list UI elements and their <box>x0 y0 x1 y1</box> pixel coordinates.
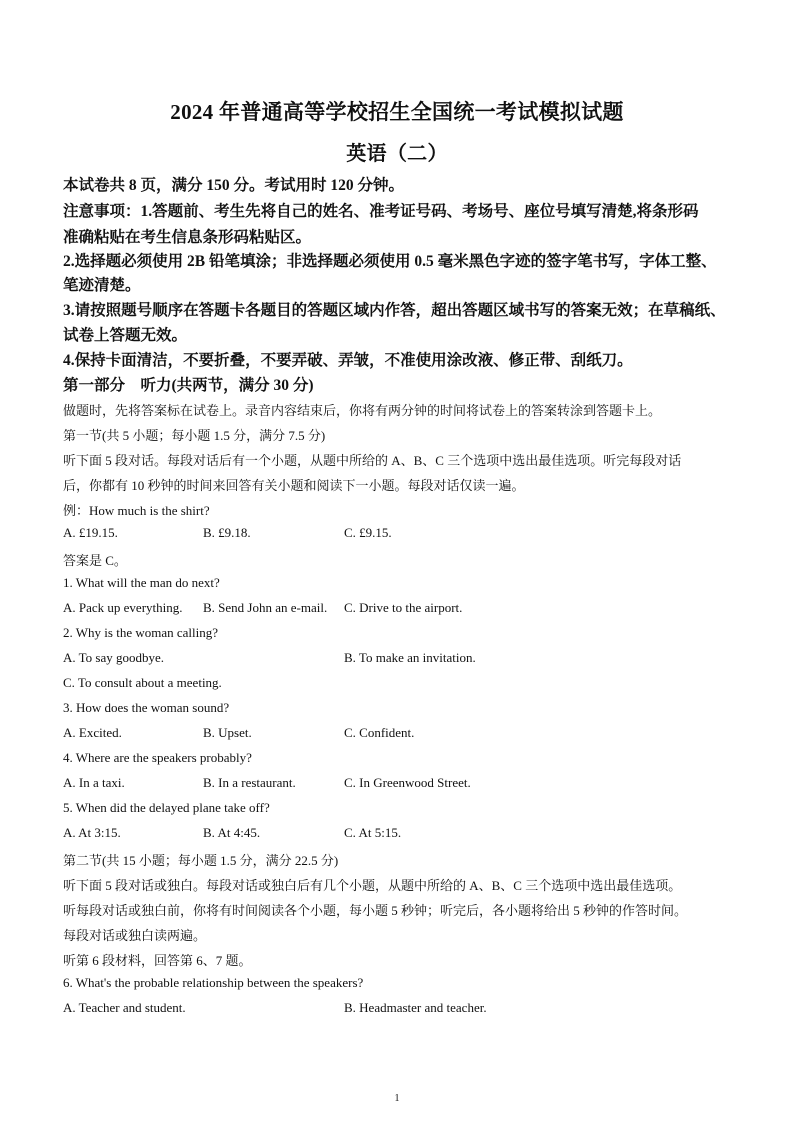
notice-line-4: 4.保持卡面清洁，不要折叠，不要弄破、弄皱，不准使用涂改液、修正带、刮纸刀。 <box>63 352 633 369</box>
question-4-option-a: A. In a taxi. <box>63 775 125 790</box>
notice-line-1b: 准确粘贴在考生信息条形码粘贴区。 <box>63 229 312 246</box>
question-2: 2. Why is the woman calling? <box>63 625 219 640</box>
section1-heading: 第一节(共 5 小题；每小题 1.5 分，满分 7.5 分) <box>63 428 326 443</box>
question-1-option-b: B. Send John an e-mail. <box>203 600 328 615</box>
notice-line-3b: 试卷上答题无效。 <box>63 327 188 344</box>
exam-title: 2024 年普通高等学校招生全国统一考试模拟试题 <box>170 100 624 124</box>
material-6-instruction: 听第 6 段材料，回答第 6、7 题。 <box>63 953 252 968</box>
question-3: 3. How does the woman sound? <box>63 700 230 715</box>
question-1-option-a: A. Pack up everything. <box>63 600 183 615</box>
section1-desc-2: 后，你都有 10 秒钟的时间来回答有关小题和阅读下一小题。每段对话仅读一遍。 <box>63 478 525 493</box>
notice-intro: 本试卷共 8 页，满分 150 分。考试用时 120 分钟。 <box>63 177 405 194</box>
notice-line-1: 注意事项：1.答题前、考生先将自己的姓名、准考证号码、考场号、座位号填写清楚,将条形码 <box>63 203 699 220</box>
exam-subtitle: 英语（二） <box>346 143 448 165</box>
example-option-c: C. £9.15. <box>344 525 392 540</box>
question-3-option-a: A. Excited. <box>63 725 122 740</box>
question-2-option-a: A. To say goodbye. <box>63 650 165 665</box>
question-2-option-c: C. To consult about a meeting. <box>63 675 222 690</box>
page-number: 1 <box>394 1093 400 1104</box>
notice-line-2: 2.选择题必须使用 2B 铅笔填涂；非选择题必须使用 0.5 毫米黑色字迹的签字笔书写，字体工整、 <box>63 253 717 270</box>
section1-desc-1: 听下面 5 段对话。每段对话后有一个小题，从题中所给的 A、B、C 三个选项中选出最佳选项。听完每段对话 <box>63 453 682 468</box>
part1-heading: 第一部分 听力(共两节，满分 30 分) <box>63 377 314 394</box>
notice-line-2b: 笔迹清楚。 <box>63 277 141 294</box>
example-option-a: A. £19.15. <box>63 525 118 540</box>
question-5-option-a: A. At 3:15. <box>63 825 121 840</box>
section2-desc-3: 每段对话或独白读两遍。 <box>63 928 207 943</box>
section2-desc-1: 听下面 5 段对话或独白。每段对话或独白后有几个小题，从题中所给的 A、B、C 三个选项中选出最佳选项。 <box>63 878 682 893</box>
notice-line-3: 3.请按照题号顺序在答题卡各题目的答题区域内作答，超出答题区域书写的答案无效；在草稿纸、 <box>63 302 726 319</box>
question-4-option-c: C. In Greenwood Street. <box>344 775 471 790</box>
part1-instruction: 做题时，先将答案标在试卷上。录音内容结束后，你将有两分钟的时间将试卷上的答案转涂到答题卡上。 <box>63 403 662 418</box>
question-1: 1. What will the man do next? <box>63 575 220 590</box>
example-option-b: B. £9.18. <box>203 525 251 540</box>
question-4-option-b: B. In a restaurant. <box>203 775 296 790</box>
question-1-option-c: C. Drive to the airport. <box>344 600 463 615</box>
question-6: 6. What's the probable relationship between the speakers? <box>63 975 364 990</box>
question-6-option-b: B. Headmaster and teacher. <box>344 1000 487 1015</box>
question-6-option-a: A. Teacher and student. <box>63 1000 186 1015</box>
question-4: 4. Where are the speakers probably? <box>63 750 252 765</box>
question-3-option-c: C. Confident. <box>344 725 415 740</box>
section2-desc-2: 听每段对话或独白前，你将有时间阅读各个小题，每小题 5 秒钟；听完后，各小题将给出 5 秒钟的作答时间。 <box>63 903 688 918</box>
question-2-option-b: B. To make an invitation. <box>344 650 476 665</box>
example-question: 例：How much is the shirt? <box>63 503 210 518</box>
example-answer: 答案是 C。 <box>63 553 127 568</box>
section2-heading: 第二节(共 15 小题；每小题 1.5 分，满分 22.5 分) <box>63 853 339 868</box>
question-3-option-b: B. Upset. <box>203 725 252 740</box>
question-5: 5. When did the delayed plane take off? <box>63 800 270 815</box>
question-5-option-b: B. At 4:45. <box>203 825 261 840</box>
question-5-option-c: C. At 5:15. <box>344 825 402 840</box>
